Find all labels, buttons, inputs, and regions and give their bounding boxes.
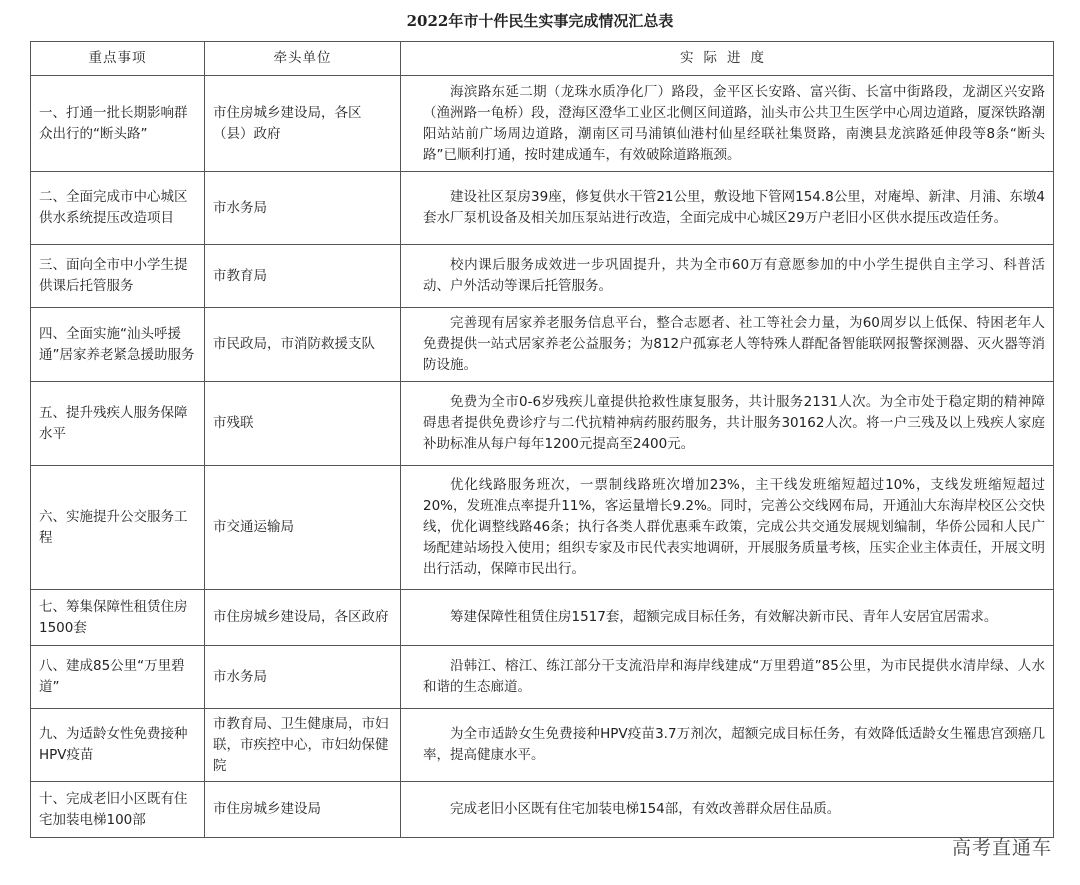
row-unit: 市民政局，市消防救援支队 [205, 308, 401, 382]
table-row [31, 308, 1054, 382]
row-unit: 市残联 [205, 382, 401, 466]
row-item: 五、提升残疾人服务保障水平 [31, 382, 205, 466]
row-unit: 市住房城乡建设局，各区政府 [205, 590, 401, 646]
table-row [31, 245, 1054, 308]
summary-table [30, 41, 1054, 838]
row-progress: 优化线路服务班次，一票制线路班次增加23%，主干线发班缩短超过10%，支线发班缩短超过20%，发班准点率提升11%，客运量增长9.2%。同时，完善公交线网布局，开通汕大东海岸校区公交快线，优化调整线路46条；执行各类人群优惠乘车政策，完成公共交通发展规划编制，华侨公园和人民广场配建站场投入使用；组织专家及市民代表实地调研，开展服务质量考核，压实企业主体责任，开展文明出行活动，保障市民出行。 [401, 466, 1054, 590]
row-unit: 市教育局 [205, 245, 401, 308]
row-unit: 市水务局 [205, 172, 401, 245]
row-item: 八、建成85公里“万里碧道” [31, 646, 205, 709]
table-row [31, 466, 1054, 590]
table-row [31, 172, 1054, 245]
header-unit: 牵头单位 [205, 42, 401, 76]
row-progress: 免费为全市0-6岁残疾儿童提供抢救性康复服务，共计服务2131人次。为全市处于稳定期的精神障碍患者提供免费诊疗与二代抗精神病药服药服务，共计服务30162人次。将一户三残及以上残疾人家庭补助标准从每户每年1200元提高至2400元。 [401, 382, 1054, 466]
row-progress: 为全市适龄女生免费接种HPV疫苗3.7万剂次，超额完成目标任务，有效降低适龄女生罹患宫颈癌几率，提高健康水平。 [401, 709, 1054, 782]
row-progress: 海滨路东延二期（龙珠水质净化厂）路段，金平区长安路、富兴街、长富中街路段，龙湖区兴安路（渔洲路一龟桥）段，澄海区澄华工业区北侧区间道路，汕头市公共卫生医学中心周边道路，厦深铁路潮阳站站前广场周边道路，潮南区司马浦镇仙港村仙星经联社集贤路，南澳县龙滨路延伸段等8条“断头路”已顺利打通，按时建成通车，有效破除道路瓶颈。 [401, 76, 1054, 172]
row-progress: 筹建保障性租赁住房1517套，超额完成目标任务，有效解决新市民、青年人安居宜居需求。 [401, 590, 1054, 646]
row-item: 二、全面完成市中心城区供水系统提压改造项目 [31, 172, 205, 245]
row-item: 三、面向全市中小学生提供课后托管服务 [31, 245, 205, 308]
row-item: 六、实施提升公交服务工程 [31, 466, 205, 590]
row-item: 四、全面实施“汕头呼援通”居家养老紧急援助服务 [31, 308, 205, 382]
row-unit: 市教育局、卫生健康局，市妇联，市疾控中心，市妇幼保健院 [205, 709, 401, 782]
row-unit: 市水务局 [205, 646, 401, 709]
table-row [31, 646, 1054, 709]
row-progress: 完成老旧小区既有住宅加装电梯154部，有效改善群众居住品质。 [401, 782, 1054, 838]
page-title: 2022年市十件民生实事完成情况汇总表 [406, 12, 674, 30]
row-unit: 市住房城乡建设局 [205, 782, 401, 838]
row-progress: 校内课后服务成效进一步巩固提升，共为全市60万有意愿参加的中小学生提供自主学习、科普活动、户外活动等课后托管服务。 [401, 245, 1054, 308]
row-item: 十、完成老旧小区既有住宅加装电梯100部 [31, 782, 205, 838]
row-item: 一、打通一批长期影响群众出行的“断头路” [31, 76, 205, 172]
row-item: 九、为适龄女性免费接种HPV疫苗 [31, 709, 205, 782]
table-header-row [31, 42, 1054, 76]
row-unit: 市交通运输局 [205, 466, 401, 590]
table-row [31, 590, 1054, 646]
watermark: 高考直通车 [951, 837, 1052, 859]
table-row [31, 709, 1054, 782]
row-progress: 建设社区泵房39座，修复供水干管21公里，敷设地下管网154.8公里，对庵埠、新津、月浦、东墩4套水厂泵机设备及相关加压泵站进行改造，全面完成中心城区29万户老旧小区供水提压改造任务。 [401, 172, 1054, 245]
header-item: 重点事项 [31, 42, 205, 76]
table-row [31, 382, 1054, 466]
table-row [31, 782, 1054, 838]
row-item: 七、筹集保障性租赁住房1500套 [31, 590, 205, 646]
row-progress: 完善现有居家养老服务信息平台，整合志愿者、社工等社会力量，为60周岁以上低保、特困老年人免费提供一站式居家养老公益服务；为812户孤寡老人等特殊人群配备智能联网报警探测器、灭火器等消防设施。 [401, 308, 1054, 382]
row-progress: 沿韩江、榕江、练江部分干支流沿岸和海岸线建成“万里碧道”85公里，为市民提供水清岸绿、人水和谐的生态廊道。 [401, 646, 1054, 709]
row-unit: 市住房城乡建设局，各区（县）政府 [205, 76, 401, 172]
header-progress: 实际进度 [401, 42, 1054, 76]
table-row [31, 76, 1054, 172]
